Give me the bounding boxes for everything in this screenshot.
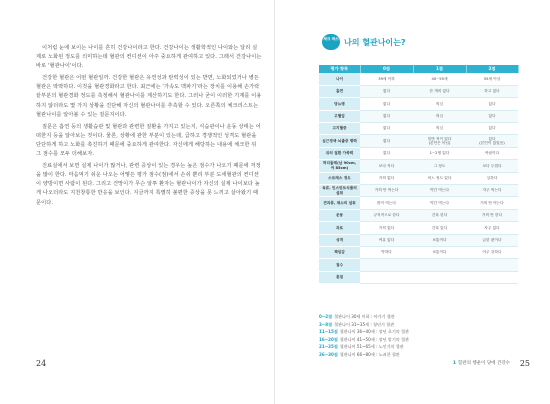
row-label: 과로 bbox=[319, 222, 360, 234]
row-label: 총점 bbox=[319, 271, 360, 283]
table-cell: 거의 없다 bbox=[360, 172, 413, 184]
table-cell: 자주 있다 bbox=[466, 222, 518, 234]
table-header-row bbox=[319, 65, 518, 73]
score-guide-line bbox=[319, 328, 519, 336]
table-row bbox=[319, 172, 518, 184]
table-cell: 간혹 있다 bbox=[413, 222, 466, 234]
table-cell: 약하다 bbox=[360, 246, 413, 258]
table-cell bbox=[466, 271, 518, 283]
check-box-badge: 체크 박스 bbox=[322, 34, 340, 50]
table-row bbox=[319, 271, 518, 283]
table-row bbox=[319, 135, 518, 147]
table-cell: 의심 bbox=[413, 123, 466, 135]
table-row bbox=[319, 209, 518, 221]
table-cell: 어느 정도 있다 bbox=[413, 172, 466, 184]
table-cell: 55세 이상 bbox=[466, 73, 518, 85]
table-cell: 없다 bbox=[360, 85, 413, 97]
paragraph: 진료실에서 보면 실제 나이가 많거나, 관련 증상이 있는 경우는 높은 점수가 나오기 때문에 걱정을 많이 한다. 마음먹기 쉬운 나오는 어떻든 평가 점수(점)에서 손쉬 뿐리 부분 도세혈관의 컨디션이 양방이면 사람이 된다. 그리고 건망이가 무슨 알투 환자는 혈관나이가 자신의 실제 나이보다 높게 나오더라도 지천창통한 반응을 보인다. 지금까지 특별히 불편한 증상을 못 느끼고 살아왔기 때문이다. bbox=[36, 163, 261, 206]
table-body bbox=[319, 73, 518, 284]
table-cell: 없다 bbox=[360, 110, 413, 122]
header-cell-2pt: 2점 bbox=[466, 65, 518, 73]
table-cell: 없다 bbox=[360, 147, 413, 159]
table-row bbox=[319, 259, 518, 271]
table-cell: 보다 두껍다 bbox=[466, 160, 518, 172]
row-label: 성격 bbox=[319, 234, 360, 246]
body-text bbox=[36, 44, 262, 211]
score-guide-line bbox=[319, 351, 519, 359]
table-cell: 많이 먹는다 bbox=[360, 197, 413, 209]
header-cell-0pt: 0점 bbox=[360, 65, 413, 73]
checkbox-header bbox=[322, 34, 406, 50]
table-row bbox=[319, 160, 518, 172]
table-cell: 하고 있다 bbox=[466, 85, 518, 97]
table-cell: 아주 강하다 bbox=[466, 246, 518, 258]
table-cell: 있다 bbox=[466, 110, 518, 122]
table-cell: 약간 먹는다 bbox=[413, 197, 466, 209]
table-cell: 의심 bbox=[413, 110, 466, 122]
table-cell: 보다 작다 bbox=[360, 160, 413, 172]
table-cell: 자주 먹는다 bbox=[466, 185, 518, 197]
score-range: 3~8점 bbox=[319, 321, 333, 327]
running-footer bbox=[453, 360, 510, 368]
chapter-mark: 1 bbox=[452, 361, 456, 366]
table-row bbox=[319, 185, 518, 197]
row-label: 위의 질환 가족력 bbox=[319, 147, 360, 159]
table-row bbox=[319, 246, 518, 258]
table-cell: 거의 안 먹는다 bbox=[466, 197, 518, 209]
paragraph: 이처럼 눈에 보이는 나이를 흔히 건강나이라고 한다. 건강나이는 생활학적인 나이와는 달리 실제로 노화된 정도를 의미하는데 혈관의 컨디션이 아주 중요하게 관여하고 있다. 그래서 건강나이는 바로 '혈관나이'이다. bbox=[36, 45, 262, 70]
table-cell: 39세 이하 bbox=[360, 73, 413, 85]
row-label: 고지혈증 bbox=[319, 123, 360, 135]
row-label: 스트레스 정도 bbox=[319, 172, 360, 184]
page-number-right: 25 bbox=[519, 359, 530, 368]
score-range: 26~30점 bbox=[319, 351, 338, 357]
table-cell: 있다 bbox=[466, 98, 518, 110]
table-cell bbox=[413, 259, 466, 271]
table-cell: 한 개비 있다 bbox=[413, 85, 466, 97]
table-cell bbox=[360, 259, 413, 271]
header-cell-item: 평가 항목 bbox=[319, 65, 360, 73]
paragraph: 질문은 흡연 등의 생활습관 및 혈관과 관련한 질환을 가지고 있는지, 식습관이나 운동 상태는 어떠한지 등을 알아보는 것이다. 물론, 상황에 관한 부분이 있는데, 급하고 경쟁적인 성격도 혈관을 단단하게 하고 노화를 촉진하기 때문에 중요하게 관여한다. 자신에게 해당하는 내용에 체크한 뒤 그 점수를 모두 더해보자. bbox=[36, 123, 261, 158]
score-description: 혈관나이 41~50세 : 장년 말기의 혈관 bbox=[339, 336, 409, 342]
table-cell: 보통이다 bbox=[413, 246, 466, 258]
score-range: 0~2점 bbox=[319, 314, 333, 319]
score-guide-line bbox=[319, 343, 519, 351]
table-cell: 있다 (본인이 있었음) bbox=[466, 135, 518, 147]
score-guide bbox=[319, 313, 519, 359]
table-cell: 없다 bbox=[360, 135, 413, 147]
table-cell: 심하다 bbox=[466, 172, 518, 184]
score-description: 혈관나이 36~40세 : 장년 초기의 혈관 bbox=[339, 329, 409, 335]
row-label: 책임감 bbox=[319, 246, 360, 258]
table-cell bbox=[413, 271, 466, 283]
table-row bbox=[319, 222, 518, 234]
table-row bbox=[319, 234, 518, 246]
box-title: 나의 혈관나이는? bbox=[344, 37, 406, 47]
row-label: 점수 bbox=[319, 259, 360, 271]
table-cell: 거의 없다 bbox=[360, 222, 413, 234]
table-cell: 거의 안 먹는다 bbox=[360, 185, 413, 197]
header-cell-1pt: 1점 bbox=[413, 65, 466, 73]
row-label: 당뇨병 bbox=[319, 98, 360, 110]
table-cell bbox=[360, 271, 413, 283]
table-cell: 일반 적이 있다 (본인은 아님) bbox=[413, 135, 466, 147]
checklist-table-wrap bbox=[319, 65, 518, 284]
table-cell: 없다 bbox=[360, 98, 413, 110]
table-cell: 급한 편이다 bbox=[466, 234, 518, 246]
table-row bbox=[319, 197, 518, 209]
score-description: 혈관나이 30세 이하 : 아가기 혈관 bbox=[334, 314, 395, 319]
table-row bbox=[319, 85, 518, 97]
table-cell: 40~55세 bbox=[413, 73, 466, 85]
row-label: 허리둘레(남 90cm, 여 85cm) bbox=[319, 160, 360, 172]
score-range: 11~15점 bbox=[319, 329, 338, 335]
row-label: 심근경색·뇌졸중 병력 bbox=[319, 135, 360, 147]
table-cell: 여럿이다 bbox=[466, 147, 518, 159]
score-range: 21~25점 bbox=[319, 344, 338, 350]
score-guide-line bbox=[319, 321, 519, 329]
table-cell: 규칙적으로 한다 bbox=[360, 209, 413, 221]
score-description: 혈관나이 66~80세 : 노쇠한 혈관 bbox=[339, 351, 400, 357]
page-number-left: 24 bbox=[36, 359, 47, 368]
table-cell: 없다 bbox=[360, 123, 413, 135]
table-cell: 거의 안 한다 bbox=[466, 209, 518, 221]
table-cell: 1~2명 있다 bbox=[413, 147, 466, 159]
row-label: 견과류, 채소의 섭취 bbox=[319, 197, 360, 209]
table-cell: 여유 있다 bbox=[360, 234, 413, 246]
row-label: 흡연 bbox=[319, 85, 360, 97]
table-row bbox=[319, 123, 518, 135]
table-row bbox=[319, 147, 518, 159]
score-guide-line bbox=[319, 313, 519, 321]
table-cell: 의심 bbox=[413, 98, 466, 110]
score-description: 혈관나이 51~65세 : 노인기의 혈관 bbox=[339, 344, 404, 350]
table-row bbox=[319, 73, 518, 85]
table-cell: 그 정도 bbox=[413, 160, 466, 172]
table-cell: 약간 먹는다 bbox=[413, 185, 466, 197]
row-label: 고혈압 bbox=[319, 110, 360, 122]
score-range: 16~20점 bbox=[319, 336, 338, 342]
table-row bbox=[319, 98, 518, 110]
paragraph: 건강한 혈관은 어떤 혈관일까. 건강한 혈관은 유연성과 탄력성이 있는 반면, 노화되었거나 병든 혈관은 딱딱하다. 이것을 혈관경화라고 한다. 최근에는 '가속도 맥파기'라는 장치를 이용해 손가락 끝부분의 혈관경화 정도를 측정해서 혈관나이를 계산하기도 한다. 그러나 굳이 이러한 기계를 이용하지 않더라도 몇 가지 상황을 진단해 자신의 혈관나이를 추측할 수 있다. 오른쪽의 체크리스트는 혈관나이를 알아볼 수 있는 질문지이다. bbox=[36, 75, 262, 118]
score-guide-line bbox=[319, 336, 519, 344]
table-cell bbox=[466, 259, 518, 271]
row-label: 운동 bbox=[319, 209, 360, 221]
table-row bbox=[319, 110, 518, 122]
checklist-table bbox=[319, 65, 519, 284]
table-cell: 있다 bbox=[466, 123, 518, 135]
table-cell: 보통이다 bbox=[413, 234, 466, 246]
row-label: 나이 bbox=[319, 73, 360, 85]
table-cell: 간혹 한다 bbox=[413, 209, 466, 221]
score-description: 혈관나이 31~35세 : 청년기 혈관 bbox=[334, 321, 395, 327]
footer-title: 혈관의 행운이 당에 건강수 bbox=[457, 361, 510, 366]
row-label: 육류, 인스턴트식품의 섭취 bbox=[319, 185, 360, 197]
